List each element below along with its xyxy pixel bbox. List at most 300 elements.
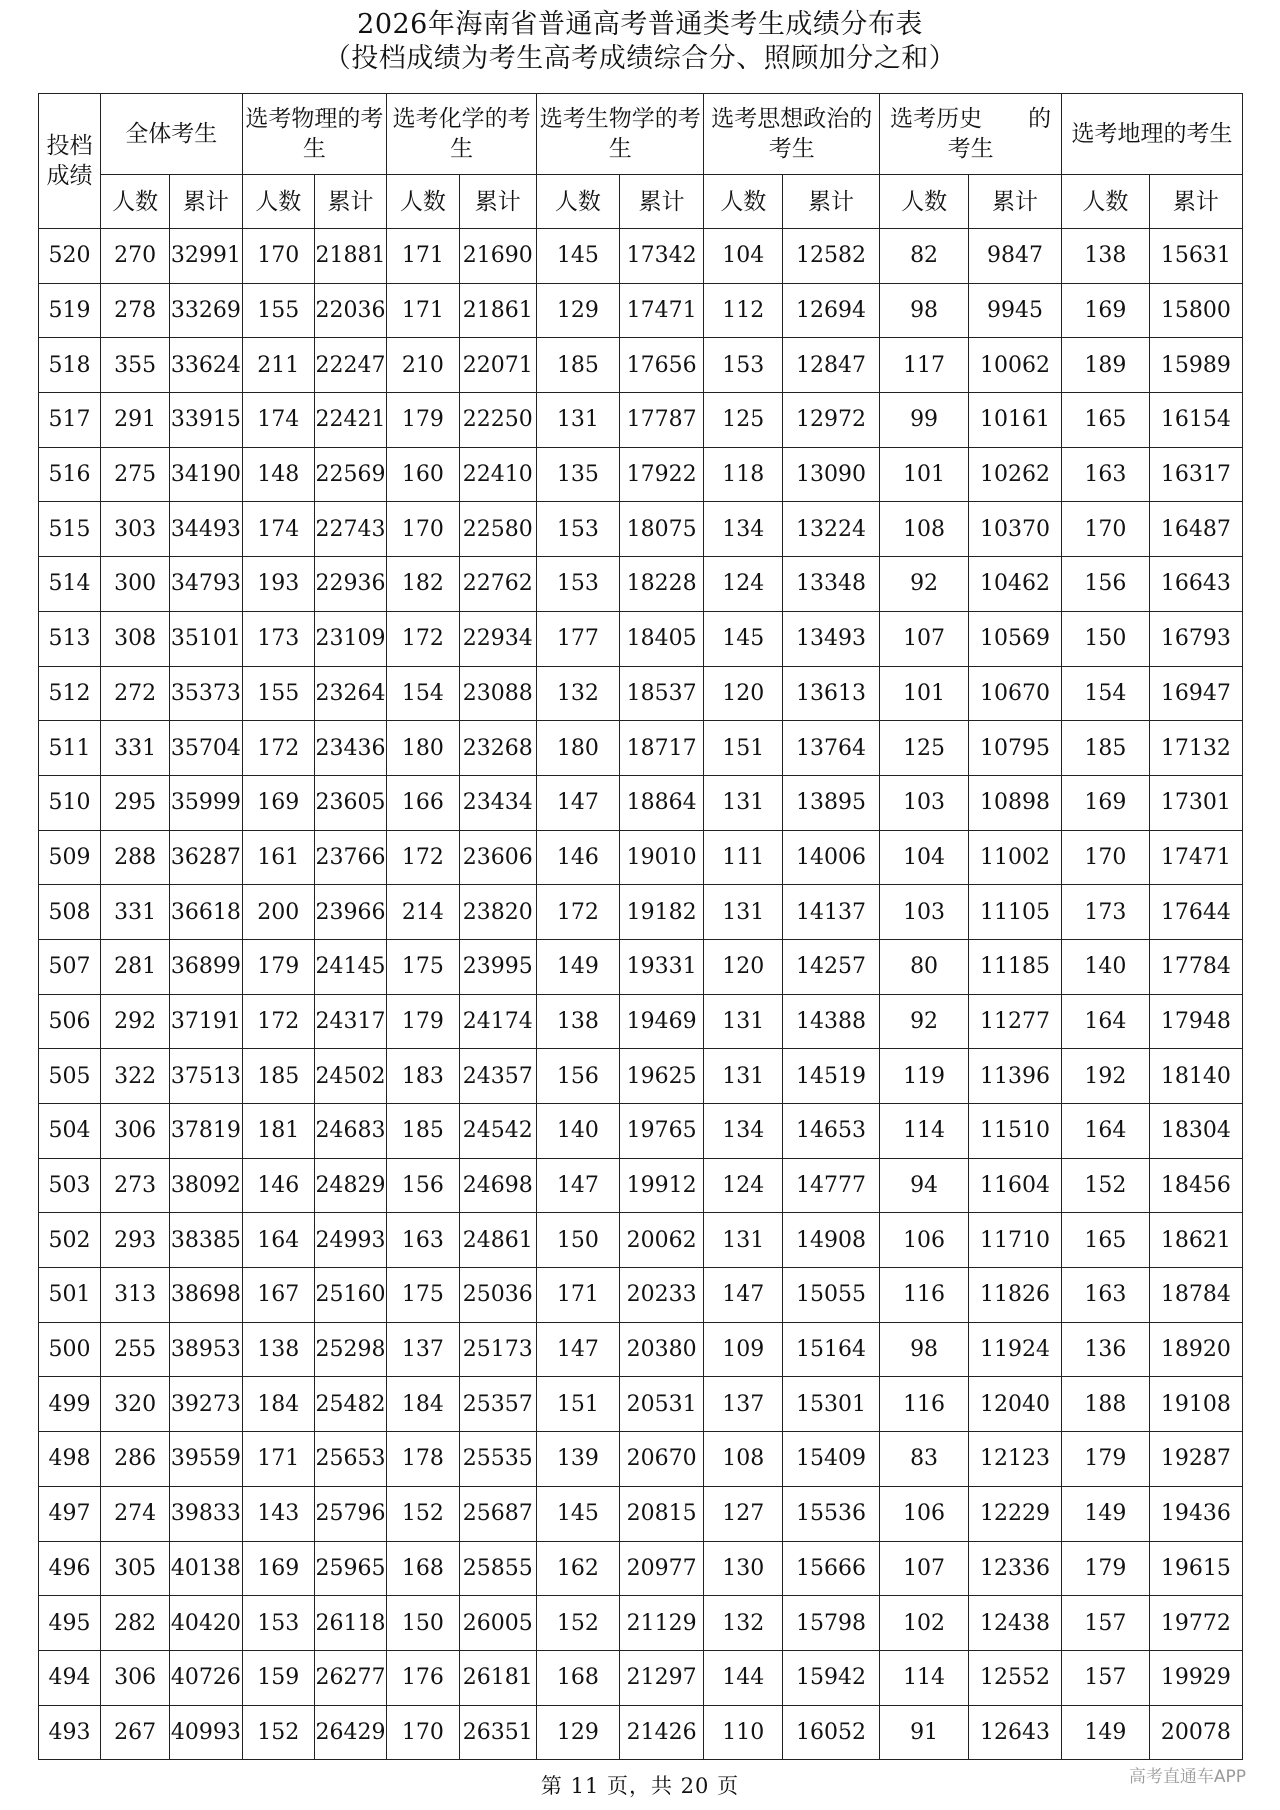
cell-all-count: 282 — [101, 1596, 170, 1651]
cell-physics-cumulative: 23109 — [314, 611, 386, 666]
cell-all-cumulative: 33915 — [170, 393, 242, 448]
cell-geography-cumulative: 18304 — [1149, 1104, 1242, 1159]
cell-all-count: 303 — [101, 502, 170, 557]
table-row — [39, 229, 1243, 284]
cell-geography-cumulative: 16317 — [1149, 447, 1242, 502]
header-row-groups — [39, 94, 1243, 175]
header-count: 人数 — [387, 175, 459, 229]
cell-all-cumulative: 36618 — [170, 885, 242, 940]
cell-history-cumulative: 10262 — [969, 447, 1062, 502]
cell-history-cumulative: 11002 — [969, 830, 1062, 885]
cell-politics-cumulative: 13493 — [782, 611, 879, 666]
table-row — [39, 611, 1243, 666]
cell-biology-cumulative: 20977 — [619, 1541, 704, 1596]
cell-biology-cumulative: 18228 — [619, 557, 704, 612]
cell-biology-cumulative: 19331 — [619, 939, 704, 994]
cell-history-cumulative: 12643 — [969, 1705, 1062, 1760]
cell-geography-count: 169 — [1062, 283, 1150, 338]
cell-biology-cumulative: 17656 — [619, 338, 704, 393]
cell-history-cumulative: 11604 — [969, 1158, 1062, 1213]
table-row — [39, 721, 1243, 776]
cell-all-cumulative: 38385 — [170, 1213, 242, 1268]
cell-physics-cumulative: 24683 — [314, 1104, 386, 1159]
cell-history-count: 107 — [880, 1541, 969, 1596]
cell-chemistry-count: 179 — [387, 393, 459, 448]
cell-geography-count: 152 — [1062, 1158, 1150, 1213]
cell-physics-cumulative: 22247 — [314, 338, 386, 393]
cell-biology-cumulative: 18405 — [619, 611, 704, 666]
cell-history-cumulative: 12336 — [969, 1541, 1062, 1596]
cell-physics-cumulative: 24145 — [314, 939, 386, 994]
cell-physics-cumulative: 24502 — [314, 1049, 386, 1104]
cell-physics-count: 193 — [242, 557, 314, 612]
cell-biology-count: 135 — [537, 447, 620, 502]
cell-physics-cumulative: 24317 — [314, 994, 386, 1049]
cell-all-count: 292 — [101, 994, 170, 1049]
cell-geography-count: 140 — [1062, 939, 1150, 994]
table-row — [39, 1268, 1243, 1323]
cell-geography-count: 165 — [1062, 1213, 1150, 1268]
cell-score: 519 — [39, 283, 101, 338]
cell-chemistry-cumulative: 24861 — [459, 1213, 537, 1268]
cell-physics-count: 174 — [242, 502, 314, 557]
cell-physics-count: 172 — [242, 994, 314, 1049]
cell-all-cumulative: 37819 — [170, 1104, 242, 1159]
cell-biology-cumulative: 20815 — [619, 1486, 704, 1541]
cell-physics-count: 143 — [242, 1486, 314, 1541]
cell-geography-count: 192 — [1062, 1049, 1150, 1104]
cell-biology-count: 139 — [537, 1432, 620, 1487]
cell-biology-cumulative: 19182 — [619, 885, 704, 940]
cell-politics-count: 131 — [704, 1213, 783, 1268]
cell-history-cumulative: 12552 — [969, 1650, 1062, 1705]
cell-history-count: 98 — [880, 283, 969, 338]
cell-geography-cumulative: 17784 — [1149, 939, 1242, 994]
cell-physics-cumulative: 25298 — [314, 1322, 386, 1377]
header-group-all: 全体考生 — [101, 94, 243, 175]
cell-history-count: 119 — [880, 1049, 969, 1104]
cell-all-count: 331 — [101, 885, 170, 940]
cell-all-cumulative: 40726 — [170, 1650, 242, 1705]
cell-politics-count: 120 — [704, 666, 783, 721]
cell-all-count: 313 — [101, 1268, 170, 1323]
cell-politics-cumulative: 13895 — [782, 775, 879, 830]
cell-chemistry-count: 185 — [387, 1104, 459, 1159]
cell-score: 518 — [39, 338, 101, 393]
cell-all-count: 275 — [101, 447, 170, 502]
cell-geography-count: 136 — [1062, 1322, 1150, 1377]
cell-score: 497 — [39, 1486, 101, 1541]
cell-history-count: 114 — [880, 1104, 969, 1159]
table-body — [39, 229, 1243, 1760]
cell-history-count: 102 — [880, 1596, 969, 1651]
cell-geography-cumulative: 19615 — [1149, 1541, 1242, 1596]
cell-geography-count: 150 — [1062, 611, 1150, 666]
header-count: 人数 — [1062, 175, 1150, 229]
cell-chemistry-count: 182 — [387, 557, 459, 612]
cell-history-cumulative: 10462 — [969, 557, 1062, 612]
table-row — [39, 830, 1243, 885]
cell-history-cumulative: 12229 — [969, 1486, 1062, 1541]
cell-score: 514 — [39, 557, 101, 612]
header-row-subcolumns — [39, 175, 1243, 229]
cell-geography-cumulative: 16643 — [1149, 557, 1242, 612]
cell-history-cumulative: 10898 — [969, 775, 1062, 830]
cell-chemistry-count: 179 — [387, 994, 459, 1049]
cell-geography-count: 179 — [1062, 1432, 1150, 1487]
cell-politics-cumulative: 16052 — [782, 1705, 879, 1760]
cell-politics-cumulative: 15301 — [782, 1377, 879, 1432]
cell-history-cumulative: 10062 — [969, 338, 1062, 393]
cell-politics-count: 134 — [704, 502, 783, 557]
cell-all-count: 286 — [101, 1432, 170, 1487]
table-row — [39, 1705, 1243, 1760]
cell-all-count: 306 — [101, 1104, 170, 1159]
cell-geography-count: 149 — [1062, 1486, 1150, 1541]
cell-geography-cumulative: 18784 — [1149, 1268, 1242, 1323]
cell-all-cumulative: 37191 — [170, 994, 242, 1049]
cell-score: 516 — [39, 447, 101, 502]
cell-politics-cumulative: 15536 — [782, 1486, 879, 1541]
table-row — [39, 447, 1243, 502]
cell-physics-count: 152 — [242, 1705, 314, 1760]
cell-all-cumulative: 38698 — [170, 1268, 242, 1323]
cell-all-cumulative: 34793 — [170, 557, 242, 612]
cell-biology-count: 145 — [537, 1486, 620, 1541]
cell-politics-cumulative: 13613 — [782, 666, 879, 721]
table-row — [39, 939, 1243, 994]
cell-history-count: 80 — [880, 939, 969, 994]
cell-score: 501 — [39, 1268, 101, 1323]
header-cumulative: 累计 — [170, 175, 242, 229]
cell-chemistry-cumulative: 22934 — [459, 611, 537, 666]
cell-score: 510 — [39, 775, 101, 830]
cell-all-cumulative: 38092 — [170, 1158, 242, 1213]
cell-all-cumulative: 32991 — [170, 229, 242, 284]
cell-physics-count: 211 — [242, 338, 314, 393]
cell-chemistry-count: 184 — [387, 1377, 459, 1432]
cell-all-cumulative: 39833 — [170, 1486, 242, 1541]
cell-biology-count: 177 — [537, 611, 620, 666]
cell-politics-cumulative: 14006 — [782, 830, 879, 885]
cell-physics-count: 170 — [242, 229, 314, 284]
cell-politics-cumulative: 15942 — [782, 1650, 879, 1705]
score-distribution-table — [38, 93, 1243, 1760]
cell-politics-count: 131 — [704, 994, 783, 1049]
cell-geography-cumulative: 15989 — [1149, 338, 1242, 393]
cell-chemistry-cumulative: 26351 — [459, 1705, 537, 1760]
table-row — [39, 1432, 1243, 1487]
cell-score: 498 — [39, 1432, 101, 1487]
cell-history-count: 103 — [880, 885, 969, 940]
cell-all-cumulative: 36287 — [170, 830, 242, 885]
cell-chemistry-cumulative: 23820 — [459, 885, 537, 940]
cell-biology-count: 153 — [537, 502, 620, 557]
cell-all-count: 306 — [101, 1650, 170, 1705]
table-row — [39, 502, 1243, 557]
header-cumulative: 累计 — [782, 175, 879, 229]
cell-all-count: 273 — [101, 1158, 170, 1213]
cell-chemistry-cumulative: 23088 — [459, 666, 537, 721]
cell-all-cumulative: 33624 — [170, 338, 242, 393]
cell-all-cumulative: 40420 — [170, 1596, 242, 1651]
cell-history-count: 106 — [880, 1486, 969, 1541]
cell-history-count: 117 — [880, 338, 969, 393]
cell-physics-count: 179 — [242, 939, 314, 994]
cell-geography-count: 189 — [1062, 338, 1150, 393]
cell-geography-count: 165 — [1062, 393, 1150, 448]
cell-biology-cumulative: 21297 — [619, 1650, 704, 1705]
cell-biology-count: 150 — [537, 1213, 620, 1268]
cell-politics-cumulative: 15798 — [782, 1596, 879, 1651]
cell-score: 513 — [39, 611, 101, 666]
cell-all-count: 267 — [101, 1705, 170, 1760]
cell-physics-cumulative: 26277 — [314, 1650, 386, 1705]
cell-all-count: 300 — [101, 557, 170, 612]
cell-biology-count: 140 — [537, 1104, 620, 1159]
cell-politics-cumulative: 14257 — [782, 939, 879, 994]
cell-all-cumulative: 35999 — [170, 775, 242, 830]
cell-physics-cumulative: 24829 — [314, 1158, 386, 1213]
cell-biology-count: 180 — [537, 721, 620, 776]
cell-physics-count: 161 — [242, 830, 314, 885]
cell-biology-cumulative: 19765 — [619, 1104, 704, 1159]
cell-history-cumulative: 11105 — [969, 885, 1062, 940]
cell-biology-cumulative: 17342 — [619, 229, 704, 284]
cell-physics-cumulative: 22421 — [314, 393, 386, 448]
title-subtitle: （投档成绩为考生高考成绩综合分、照顾加分之和） — [323, 43, 957, 74]
cell-history-cumulative: 10370 — [969, 502, 1062, 557]
cell-geography-count: 163 — [1062, 1268, 1150, 1323]
cell-physics-count: 169 — [242, 1541, 314, 1596]
cell-physics-cumulative: 22936 — [314, 557, 386, 612]
table-row — [39, 1158, 1243, 1213]
cell-chemistry-count: 137 — [387, 1322, 459, 1377]
cell-politics-cumulative: 13224 — [782, 502, 879, 557]
header-count: 人数 — [537, 175, 620, 229]
cell-chemistry-cumulative: 22762 — [459, 557, 537, 612]
cell-politics-cumulative: 14908 — [782, 1213, 879, 1268]
cell-politics-count: 120 — [704, 939, 783, 994]
table-row — [39, 1650, 1243, 1705]
cell-politics-count: 124 — [704, 557, 783, 612]
cell-chemistry-cumulative: 21690 — [459, 229, 537, 284]
cell-history-cumulative: 12438 — [969, 1596, 1062, 1651]
cell-geography-cumulative: 15631 — [1149, 229, 1242, 284]
cell-history-count: 99 — [880, 393, 969, 448]
cell-all-count: 281 — [101, 939, 170, 994]
cell-all-count: 291 — [101, 393, 170, 448]
cell-chemistry-count: 154 — [387, 666, 459, 721]
cell-history-count: 82 — [880, 229, 969, 284]
cell-politics-cumulative: 15164 — [782, 1322, 879, 1377]
cell-politics-cumulative: 15409 — [782, 1432, 879, 1487]
cell-physics-cumulative: 23605 — [314, 775, 386, 830]
cell-politics-cumulative: 14777 — [782, 1158, 879, 1213]
cell-geography-count: 157 — [1062, 1596, 1150, 1651]
cell-physics-count: 174 — [242, 393, 314, 448]
cell-biology-cumulative: 21129 — [619, 1596, 704, 1651]
cell-all-cumulative: 38953 — [170, 1322, 242, 1377]
cell-physics-cumulative: 22036 — [314, 283, 386, 338]
cell-geography-count: 156 — [1062, 557, 1150, 612]
cell-score: 507 — [39, 939, 101, 994]
cell-biology-count: 149 — [537, 939, 620, 994]
cell-physics-cumulative: 22569 — [314, 447, 386, 502]
cell-geography-cumulative: 19929 — [1149, 1650, 1242, 1705]
cell-geography-cumulative: 16487 — [1149, 502, 1242, 557]
cell-biology-cumulative: 19469 — [619, 994, 704, 1049]
cell-biology-cumulative: 20531 — [619, 1377, 704, 1432]
cell-politics-cumulative: 12847 — [782, 338, 879, 393]
cell-biology-cumulative: 19625 — [619, 1049, 704, 1104]
header-count: 人数 — [880, 175, 969, 229]
cell-chemistry-count: 183 — [387, 1049, 459, 1104]
cell-history-count: 94 — [880, 1158, 969, 1213]
cell-physics-cumulative: 22743 — [314, 502, 386, 557]
cell-all-cumulative: 40993 — [170, 1705, 242, 1760]
cell-physics-count: 185 — [242, 1049, 314, 1104]
cell-chemistry-cumulative: 26181 — [459, 1650, 537, 1705]
cell-all-count: 293 — [101, 1213, 170, 1268]
cell-physics-cumulative: 23264 — [314, 666, 386, 721]
cell-physics-cumulative: 26429 — [314, 1705, 386, 1760]
cell-history-cumulative: 11185 — [969, 939, 1062, 994]
cell-history-count: 104 — [880, 830, 969, 885]
cell-politics-cumulative: 14653 — [782, 1104, 879, 1159]
cell-physics-count: 153 — [242, 1596, 314, 1651]
cell-geography-count: 185 — [1062, 721, 1150, 776]
cell-geography-count: 173 — [1062, 885, 1150, 940]
cell-biology-count: 153 — [537, 557, 620, 612]
cell-politics-cumulative: 15055 — [782, 1268, 879, 1323]
cell-all-count: 278 — [101, 283, 170, 338]
cell-history-count: 83 — [880, 1432, 969, 1487]
header-count: 人数 — [242, 175, 314, 229]
cell-biology-cumulative: 19912 — [619, 1158, 704, 1213]
cell-politics-count: 125 — [704, 393, 783, 448]
table-row — [39, 283, 1243, 338]
cell-geography-cumulative: 15800 — [1149, 283, 1242, 338]
header-group-geography: 选考地理的考生 — [1062, 94, 1243, 175]
cell-chemistry-cumulative: 23268 — [459, 721, 537, 776]
cell-history-count: 125 — [880, 721, 969, 776]
cell-biology-count: 172 — [537, 885, 620, 940]
cell-all-cumulative: 40138 — [170, 1541, 242, 1596]
cell-chemistry-count: 214 — [387, 885, 459, 940]
cell-history-count: 92 — [880, 994, 969, 1049]
cell-geography-cumulative: 19108 — [1149, 1377, 1242, 1432]
cell-history-cumulative: 11277 — [969, 994, 1062, 1049]
cell-history-cumulative: 11924 — [969, 1322, 1062, 1377]
cell-chemistry-cumulative: 26005 — [459, 1596, 537, 1651]
cell-history-cumulative: 11826 — [969, 1268, 1062, 1323]
cell-history-cumulative: 9847 — [969, 229, 1062, 284]
cell-history-count: 101 — [880, 666, 969, 721]
cell-biology-cumulative: 20233 — [619, 1268, 704, 1323]
cell-history-cumulative: 11510 — [969, 1104, 1062, 1159]
cell-geography-count: 164 — [1062, 994, 1150, 1049]
cell-geography-count: 179 — [1062, 1541, 1150, 1596]
cell-all-count: 272 — [101, 666, 170, 721]
cell-geography-cumulative: 19436 — [1149, 1486, 1242, 1541]
cell-all-cumulative: 35101 — [170, 611, 242, 666]
header-cumulative: 累计 — [1149, 175, 1242, 229]
cell-chemistry-cumulative: 25687 — [459, 1486, 537, 1541]
cell-geography-count: 188 — [1062, 1377, 1150, 1432]
cell-biology-count: 129 — [537, 283, 620, 338]
cell-politics-count: 137 — [704, 1377, 783, 1432]
cell-geography-count: 170 — [1062, 830, 1150, 885]
cell-politics-cumulative: 15666 — [782, 1541, 879, 1596]
cell-biology-cumulative: 18537 — [619, 666, 704, 721]
cell-history-cumulative: 9945 — [969, 283, 1062, 338]
cell-chemistry-count: 176 — [387, 1650, 459, 1705]
cell-history-count: 92 — [880, 557, 969, 612]
cell-biology-count: 151 — [537, 1377, 620, 1432]
cell-history-count: 114 — [880, 1650, 969, 1705]
cell-physics-count: 159 — [242, 1650, 314, 1705]
cell-chemistry-cumulative: 21861 — [459, 283, 537, 338]
cell-chemistry-count: 172 — [387, 611, 459, 666]
cell-biology-count: 145 — [537, 229, 620, 284]
cell-score: 520 — [39, 229, 101, 284]
cell-biology-cumulative: 18864 — [619, 775, 704, 830]
cell-history-count: 108 — [880, 502, 969, 557]
cell-chemistry-cumulative: 23434 — [459, 775, 537, 830]
cell-politics-count: 109 — [704, 1322, 783, 1377]
cell-score: 508 — [39, 885, 101, 940]
cell-geography-cumulative: 17948 — [1149, 994, 1242, 1049]
cell-biology-cumulative: 20062 — [619, 1213, 704, 1268]
cell-biology-count: 138 — [537, 994, 620, 1049]
cell-score: 505 — [39, 1049, 101, 1104]
cell-physics-cumulative: 25160 — [314, 1268, 386, 1323]
cell-all-cumulative: 35373 — [170, 666, 242, 721]
cell-chemistry-count: 168 — [387, 1541, 459, 1596]
cell-biology-count: 147 — [537, 1158, 620, 1213]
cell-politics-count: 130 — [704, 1541, 783, 1596]
cell-politics-cumulative: 14388 — [782, 994, 879, 1049]
cell-politics-cumulative: 12582 — [782, 229, 879, 284]
header-group-physics: 选考物理的考生 — [242, 94, 387, 175]
cell-score: 503 — [39, 1158, 101, 1213]
cell-chemistry-cumulative: 24698 — [459, 1158, 537, 1213]
cell-biology-cumulative: 17787 — [619, 393, 704, 448]
cell-score: 495 — [39, 1596, 101, 1651]
cell-score: 512 — [39, 666, 101, 721]
cell-all-cumulative: 34493 — [170, 502, 242, 557]
header-score: 投档成绩 — [39, 94, 101, 229]
cell-geography-cumulative: 19772 — [1149, 1596, 1242, 1651]
cell-chemistry-cumulative: 25855 — [459, 1541, 537, 1596]
cell-chemistry-count: 171 — [387, 229, 459, 284]
cell-physics-cumulative: 26118 — [314, 1596, 386, 1651]
cell-biology-count: 131 — [537, 393, 620, 448]
cell-geography-count: 138 — [1062, 229, 1150, 284]
cell-biology-count: 129 — [537, 1705, 620, 1760]
cell-score: 502 — [39, 1213, 101, 1268]
cell-chemistry-cumulative: 25036 — [459, 1268, 537, 1323]
cell-politics-count: 127 — [704, 1486, 783, 1541]
table-row — [39, 994, 1243, 1049]
cell-all-cumulative: 35704 — [170, 721, 242, 776]
cell-biology-cumulative: 17471 — [619, 283, 704, 338]
cell-chemistry-count: 163 — [387, 1213, 459, 1268]
cell-chemistry-cumulative: 23995 — [459, 939, 537, 994]
cell-biology-count: 152 — [537, 1596, 620, 1651]
cell-geography-cumulative: 17132 — [1149, 721, 1242, 776]
